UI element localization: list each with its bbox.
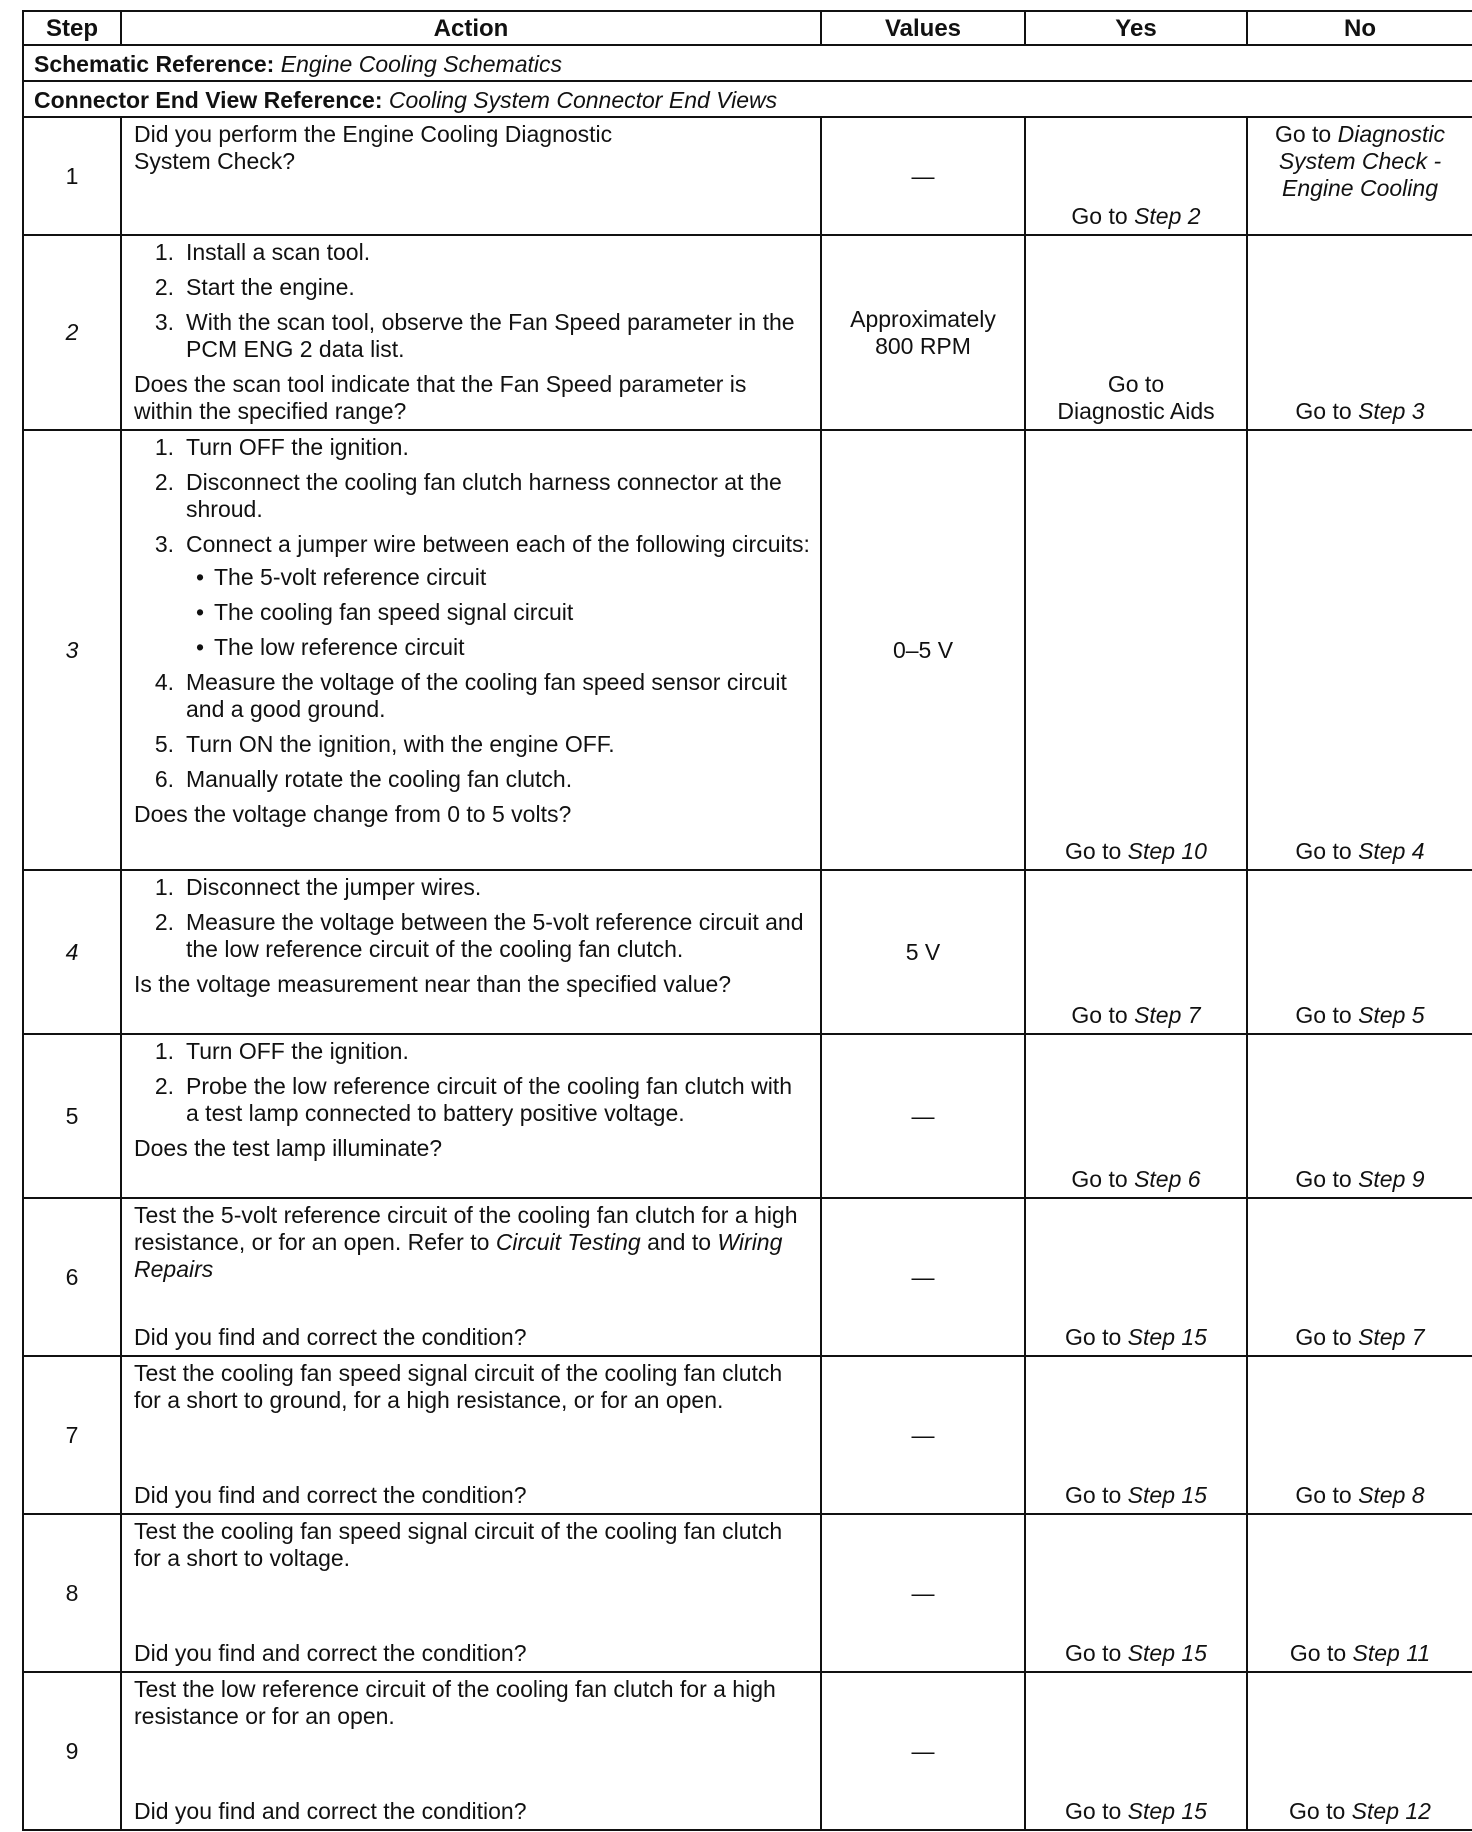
yes-link[interactable]: Step 10 <box>1127 838 1207 864</box>
step-number: 2 <box>23 235 121 430</box>
list-item: • The low reference circuit <box>196 634 465 660</box>
no-cell <box>1247 1514 1472 1672</box>
table-row <box>23 1356 1472 1514</box>
no-link[interactable]: Step 8 <box>1358 1482 1425 1508</box>
connector-reference-label: Connector End View Reference: <box>34 86 383 113</box>
yes-link[interactable]: Diagnostic Aids <box>1057 398 1215 424</box>
yes-cell <box>1025 1672 1247 1830</box>
action-text: Test the low reference circuit of the cooling fan clutch for a high resistance or for an open. <box>134 1676 776 1729</box>
table-row <box>23 430 1472 870</box>
instruction-list <box>134 669 810 793</box>
no-cell <box>1247 235 1472 430</box>
header-step: Step <box>23 11 121 45</box>
list-item: 1. Turn OFF the ignition. <box>154 1038 409 1064</box>
yes-cell <box>1025 1034 1247 1198</box>
wiring-repairs-link[interactable]: Wiring Repairs <box>134 1229 783 1282</box>
no-link[interactable]: Diagnostic <box>1337 121 1446 147</box>
instruction-list <box>134 239 810 363</box>
list-item: 4. Measure the voltage of the cooling fan speed sensor circuit and a good ground. <box>154 669 787 722</box>
yes-cell <box>1025 1356 1247 1514</box>
question-text: Does the scan tool indicate that the Fan Speed parameter is within the specified range? <box>134 371 747 424</box>
action-cell <box>121 1672 821 1830</box>
yes-cell <box>1025 870 1247 1034</box>
question-text: Did you find and correct the condition? <box>134 1798 527 1824</box>
no-link[interactable]: Step 3 <box>1358 398 1425 424</box>
no-cell <box>1247 1198 1472 1356</box>
no-link-line3[interactable]: Engine Cooling <box>1281 175 1438 201</box>
yes-prefix: Go to <box>1107 371 1165 397</box>
value-cell: — <box>821 117 1025 235</box>
no-cell <box>1247 430 1472 870</box>
action-cell <box>121 1198 821 1356</box>
list-item: 5. Turn ON the ignition, with the engine OFF. <box>154 731 615 757</box>
list-item: 1. Disconnect the jumper wires. <box>154 874 482 900</box>
connector-reference-link[interactable]: Cooling System Connector End Views <box>388 86 778 113</box>
action-text: Did you perform the Engine Cooling Diagnostic System Check? <box>121 117 821 235</box>
no-link[interactable]: Step 4 <box>1358 838 1425 864</box>
value-cell: 5 V <box>821 870 1025 1034</box>
no-prefix: Go to <box>1295 1002 1352 1028</box>
diagnostic-table-page <box>22 10 1472 1831</box>
step-number: 9 <box>23 1672 121 1830</box>
circuit-testing-link[interactable]: Circuit Testing <box>495 1229 641 1255</box>
table-row <box>23 1514 1472 1672</box>
connector-reference-row <box>23 81 1472 117</box>
circuit-list <box>134 564 810 661</box>
table-row <box>23 117 1472 235</box>
no-cell <box>1247 1672 1472 1830</box>
no-prefix: Go to <box>1295 1324 1352 1350</box>
yes-link[interactable]: Step 15 <box>1127 1640 1207 1666</box>
value-cell: — <box>821 1514 1025 1672</box>
no-prefix: Go to <box>1295 1166 1352 1192</box>
yes-prefix: Go to <box>1071 1166 1128 1192</box>
yes-cell <box>1025 1198 1247 1356</box>
schematic-reference-link[interactable]: Engine Cooling Schematics <box>280 50 563 77</box>
yes-cell <box>1025 117 1247 235</box>
no-prefix: Go to <box>1274 121 1332 147</box>
header-row <box>23 11 1472 45</box>
table-row <box>23 1198 1472 1356</box>
question-text: Is the voltage measurement near than the specified value? <box>134 971 732 997</box>
no-link[interactable]: Step 5 <box>1358 1002 1425 1028</box>
no-prefix: Go to <box>1289 1640 1347 1666</box>
no-link[interactable]: Step 7 <box>1358 1324 1425 1350</box>
action-text: Test the cooling fan speed signal circuit of the cooling fan clutch for a short to ground, for a high resistance, or for an open. <box>134 1360 783 1413</box>
table-row <box>23 1034 1472 1198</box>
step-number: 3 <box>23 430 121 870</box>
yes-link[interactable]: Step 15 <box>1127 1324 1207 1350</box>
list-item: 3. With the scan tool, observe the Fan Speed parameter in the PCM ENG 2 data list. <box>154 309 795 362</box>
question-text: Did you find and correct the condition? <box>134 1324 527 1350</box>
action-cell <box>121 1356 821 1514</box>
list-item: 2. Start the engine. <box>154 274 355 300</box>
yes-link[interactable]: Step 7 <box>1134 1002 1201 1028</box>
action-cell <box>121 430 821 870</box>
no-link-line2[interactable]: System Check - <box>1278 148 1442 174</box>
no-link[interactable]: Step 11 <box>1352 1640 1431 1666</box>
no-prefix: Go to <box>1289 1798 1346 1824</box>
no-prefix: Go to <box>1295 398 1352 424</box>
action-cell <box>121 1034 821 1198</box>
yes-link[interactable]: Step 2 <box>1134 203 1201 229</box>
header-values: Values <box>821 11 1025 45</box>
yes-prefix: Go to <box>1065 1324 1122 1350</box>
yes-prefix: Go to <box>1065 1640 1122 1666</box>
yes-cell <box>1025 235 1247 430</box>
no-cell <box>1247 1356 1472 1514</box>
yes-link[interactable]: Step 15 <box>1127 1482 1207 1508</box>
yes-prefix: Go to <box>1065 838 1122 864</box>
step-number: 5 <box>23 1034 121 1198</box>
header-no: No <box>1247 11 1472 45</box>
value-cell: — <box>821 1672 1025 1830</box>
instruction-list <box>134 434 810 558</box>
action-cell <box>121 235 821 430</box>
yes-prefix: Go to <box>1065 1798 1122 1824</box>
list-item: 3. Connect a jumper wire between each of the following circuits: <box>154 531 810 557</box>
value-cell: — <box>821 1198 1025 1356</box>
step-number: 7 <box>23 1356 121 1514</box>
question-text: Does the voltage change from 0 to 5 volts? <box>134 801 572 827</box>
value-cell: — <box>821 1034 1025 1198</box>
no-cell <box>1247 870 1472 1034</box>
yes-prefix: Go to <box>1065 1482 1122 1508</box>
list-item: 2. Measure the voltage between the 5-volt reference circuit and the low reference circuit of the cooling fan clutch. <box>154 909 804 962</box>
schematic-reference-label: Schematic Reference: <box>34 50 275 77</box>
table-row <box>23 870 1472 1034</box>
question-text: Did you find and correct the condition? <box>134 1482 527 1508</box>
list-item: 6. Manually rotate the cooling fan clutch. <box>154 766 573 792</box>
header-yes: Yes <box>1025 11 1247 45</box>
step-number: 1 <box>23 117 121 235</box>
table-row <box>23 235 1472 430</box>
list-item: • The 5-volt reference circuit <box>196 564 487 590</box>
list-item: 2. Probe the low reference circuit of the cooling fan clutch with a test lamp connected to battery positive voltage. <box>154 1073 792 1126</box>
action-cell <box>121 1514 821 1672</box>
yes-prefix: Go to <box>1071 1002 1128 1028</box>
no-cell <box>1247 117 1472 235</box>
action-text: Test the cooling fan speed signal circuit of the cooling fan clutch for a short to voltage. <box>134 1518 783 1571</box>
no-link[interactable]: Step 12 <box>1351 1798 1431 1824</box>
instruction-list <box>134 1038 810 1127</box>
table-row <box>23 1672 1472 1830</box>
step-number: 4 <box>23 870 121 1034</box>
header-action: Action <box>121 11 821 45</box>
step-number: 6 <box>23 1198 121 1356</box>
yes-link[interactable]: Step 6 <box>1134 1166 1201 1192</box>
no-cell <box>1247 1034 1472 1198</box>
list-item: 1. Turn OFF the ignition. <box>154 434 409 460</box>
list-item: 1. Install a scan tool. <box>154 239 371 265</box>
yes-cell <box>1025 430 1247 870</box>
no-link[interactable]: Step 9 <box>1358 1166 1425 1192</box>
value-cell: — <box>821 1356 1025 1514</box>
no-prefix: Go to <box>1295 838 1352 864</box>
question-text: Does the test lamp illuminate? <box>134 1135 443 1161</box>
value-cell: Approximately 800 RPM <box>821 235 1025 430</box>
list-item: • The cooling fan speed signal circuit <box>196 599 574 625</box>
instruction-list <box>134 874 810 963</box>
list-item: 2. Disconnect the cooling fan clutch harness connector at the shroud. <box>154 469 782 522</box>
yes-link[interactable]: Step 15 <box>1127 1798 1207 1824</box>
value-cell: 0–5 V <box>821 430 1025 870</box>
step-number: 8 <box>23 1514 121 1672</box>
question-text: Did you find and correct the condition? <box>134 1640 527 1666</box>
schematic-reference-row <box>23 45 1472 81</box>
diagnostic-table <box>22 10 1472 1831</box>
no-prefix: Go to <box>1295 1482 1352 1508</box>
action-cell <box>121 870 821 1034</box>
yes-cell <box>1025 1514 1247 1672</box>
action-text: Test the 5-volt reference circuit of the cooling fan clutch for a high resistance, or for an open. Refer to Circuit Testing and to Wiring Repairs <box>134 1202 798 1282</box>
yes-prefix: Go to <box>1071 203 1128 229</box>
